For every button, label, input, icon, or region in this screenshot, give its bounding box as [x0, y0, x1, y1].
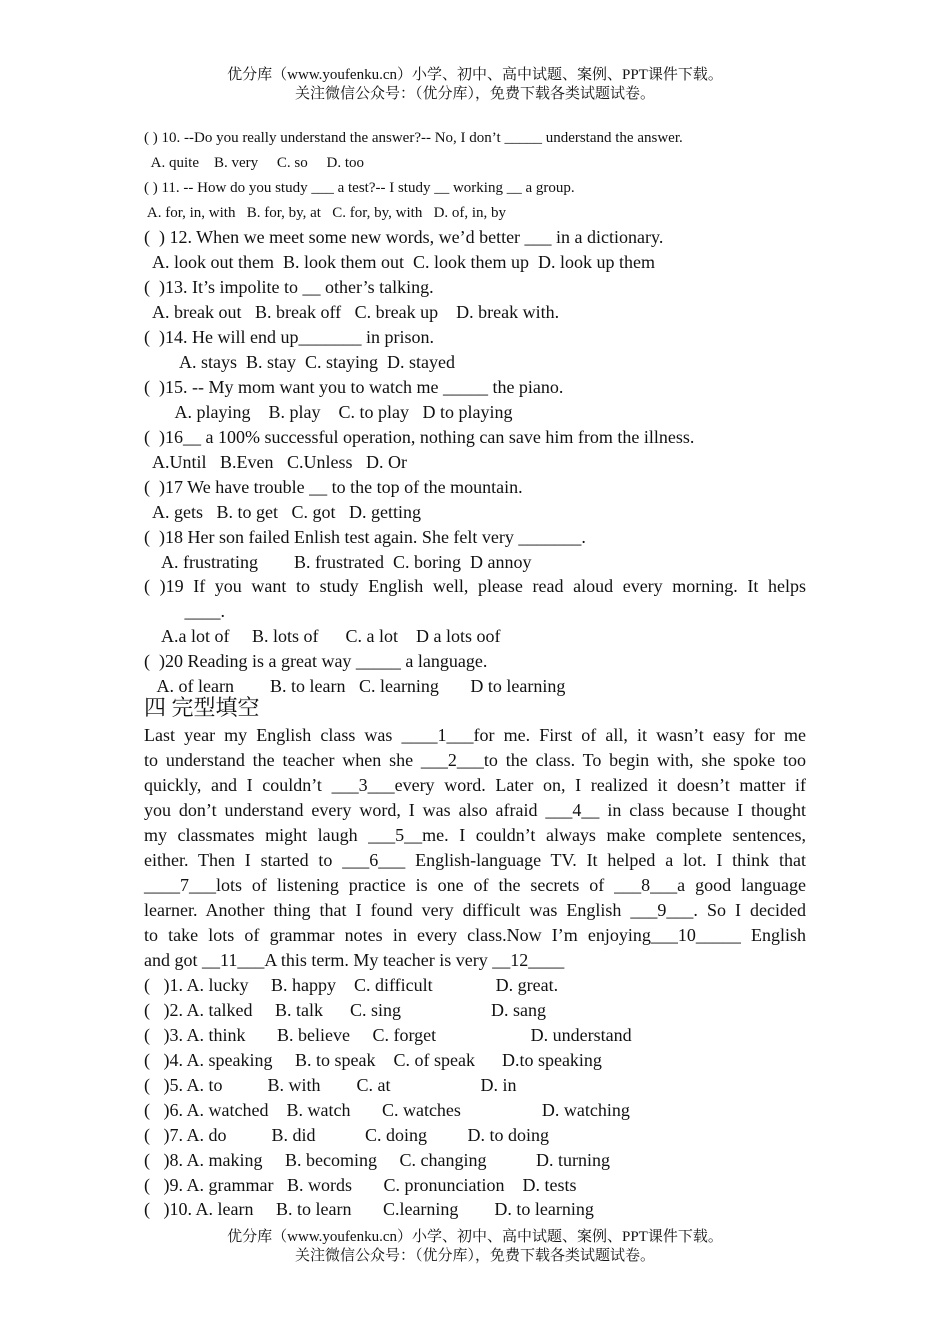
cloze-option-1: ( )1. A. lucky B. happy C. difficult D. great. [144, 975, 559, 995]
passage-line: learner. Another thing that I found very difficult was English ___9___. So I decided [144, 900, 806, 920]
question-10-options: A. quite B. very C. so D. too [144, 155, 364, 171]
header-line-2: 关注微信公众号：（优分库），免费下载各类试题试卷。 [294, 86, 655, 102]
question-11: ( ) 11. -- How do you study ___ a test?-- I study __ working __ a group. [144, 180, 575, 196]
question-10: ( ) 10. --Do you really understand the answer?-- No, I don’t _____ understand the answer. [144, 130, 683, 146]
question-13-options: A. break out B. break off C. break up D. break with. [144, 302, 560, 322]
cloze-option-6: ( )6. A. watched B. watch C. watches D. watching [144, 1100, 630, 1120]
question-19: ( )19 If you want to study English well, please read aloud every morning. It helps [144, 576, 806, 596]
section-title: 四 完型填空 [144, 695, 260, 720]
cloze-option-4: ( )4. A. speaking B. to speak C. of speak D.to speaking [144, 1050, 602, 1070]
question-20: ( )20 Reading is a great way _____ a language. [144, 651, 488, 671]
question-15-options: A. playing B. play C. to play D to playing [144, 402, 513, 422]
cloze-option-5: ( )5. A. to B. with C. at D. in [144, 1075, 517, 1095]
cloze-option-3: ( )3. A. think B. believe C. forget D. understand [144, 1025, 632, 1045]
question-17: ( )17 We have trouble __ to the top of the mountain. [144, 477, 523, 497]
question-18: ( )18 Her son failed Enlish test again. She felt very _______. [144, 527, 586, 547]
footer-line-2: 关注微信公众号：（优分库），免费下载各类试题试卷。 [294, 1248, 655, 1264]
cloze-option-2: ( )2. A. talked B. talk C. sing D. sang [144, 1000, 546, 1020]
question-14: ( )14. He will end up_______ in prison. [144, 327, 434, 347]
header-line-1: 优分库（www.youfenku.cn）小学、初中、高中试题、案例、PPT课件下载。 [227, 67, 723, 83]
cloze-option-7: ( )7. A. do B. did C. doing D. to doing [144, 1125, 550, 1145]
passage-line-last: and got __11___A this term. My teacher is very __12____ [144, 950, 565, 970]
footer-line-1: 优分库（www.youfenku.cn）小学、初中、高中试题、案例、PPT课件下载。 [227, 1229, 723, 1245]
passage-line: ____7___lots of listening practice is one of the secrets of ___8___a good language [144, 875, 806, 895]
passage-line: you don’t understand every word, I was also afraid ___4__ in class because I thought [144, 800, 806, 820]
question-20-options: A. of learn B. to learn C. learning D to learning [144, 676, 566, 696]
question-16: ( )16__ a 100% successful operation, nothing can save him from the illness. [144, 427, 695, 447]
question-17-options: A. gets B. to get C. got D. getting [144, 502, 421, 522]
cloze-option-10: ( )10. A. learn B. to learn C.learning D. to learning [144, 1199, 594, 1219]
question-12-options: A. look out them B. look them out C. look them up D. look up them [144, 252, 655, 272]
passage-line: to take lots of grammar notes in every class.Now I’m enjoying___10_____ English [144, 925, 806, 945]
passage-line: either. Then I started to ___6___ English-language TV. It helped a lot. I think that [144, 850, 806, 870]
question-12: ( ) 12. When we meet some new words, we’d better ___ in a dictionary. [144, 227, 664, 247]
question-14-options: A. stays B. stay C. staying D. stayed [144, 352, 455, 372]
passage-line: quickly, and I couldn’t ___3___every word. Later on, I realized it doesn’t matter if [144, 775, 806, 795]
cloze-option-9: ( )9. A. grammar B. words C. pronunciation D. tests [144, 1175, 577, 1195]
passage-line: to understand the teacher when she ___2___to the class. To begin with, she spoke too [144, 750, 806, 770]
passage-line: Last year my English class was ____1___for me. First of all, it wasn’t easy for me [144, 725, 806, 745]
question-18-options: A. frustrating B. frustrated C. boring D annoy [144, 552, 532, 572]
question-15: ( )15. -- My mom want you to watch me _____ the piano. [144, 377, 564, 397]
question-13: ( )13. It’s impolite to __ other’s talking. [144, 277, 434, 297]
passage-line: my classmates might laugh ___5__me. I couldn’t always make complete sentences, [144, 825, 806, 845]
question-16-options: A.Until B.Even C.Unless D. Or [144, 452, 407, 472]
question-11-options: A. for, in, with B. for, by, at C. for, by, with D. of, in, by [144, 205, 507, 221]
cloze-option-8: ( )8. A. making B. becoming C. changing D. turning [144, 1150, 610, 1170]
question-19-options: A.a lot of B. lots of C. a lot D a lots oof [144, 626, 501, 646]
question-19-continued: ____. [144, 601, 225, 621]
